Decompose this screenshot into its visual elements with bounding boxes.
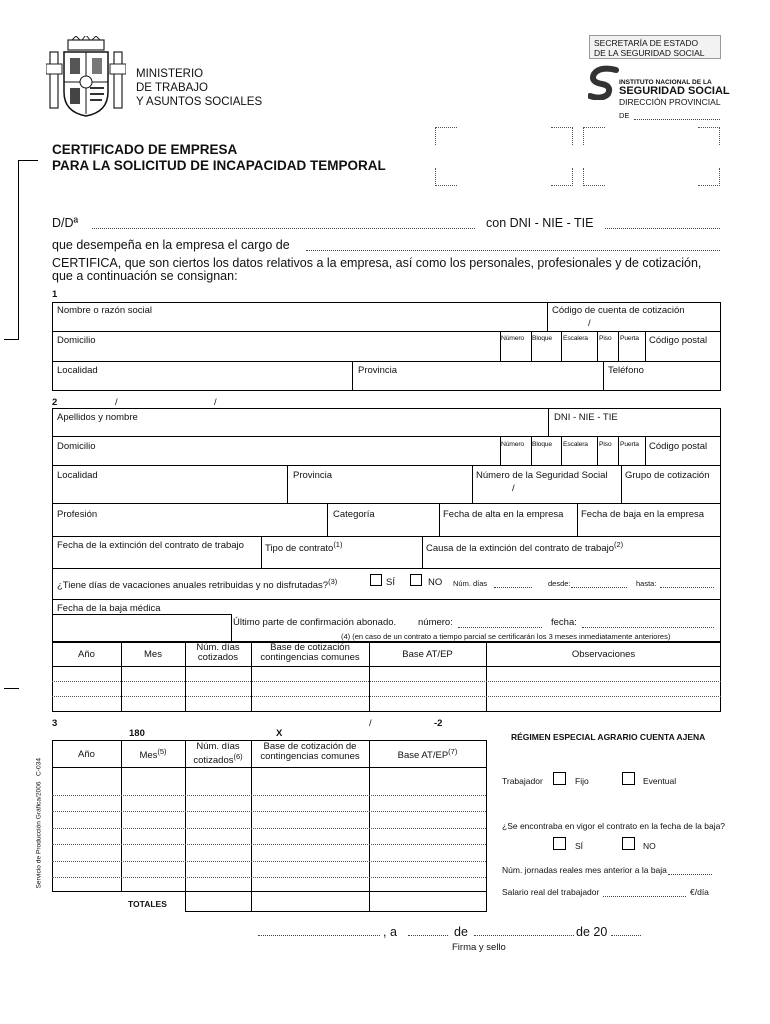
stamp-corner	[698, 127, 720, 145]
section-3-180: 180	[129, 728, 145, 739]
document-title	[52, 142, 386, 174]
section-3-slash: /	[369, 718, 372, 729]
row-divider	[52, 503, 721, 504]
col-divider	[618, 331, 619, 361]
trabajador-dni-field[interactable]: DNI - NIE - TIE	[554, 412, 618, 423]
seguridad-social-logo-icon	[588, 64, 620, 100]
col-divider	[231, 614, 232, 642]
ultimo-parte-label: Último parte de confirmación abonado.	[233, 617, 397, 628]
col-header-ano: Año	[78, 649, 95, 660]
parte-numero-label: número:	[418, 617, 453, 628]
ano-field[interactable]	[611, 935, 641, 936]
eur-dia-label: €/día	[690, 887, 709, 897]
regimen-agrario-title: RÉGIMEN ESPECIAL AGRARIO CUENTA AJENA	[511, 732, 706, 742]
col-header-mes-label: Mes	[139, 750, 158, 762]
footer-de-label: de	[454, 925, 468, 939]
empresa-escalera-field[interactable]: Escalera	[563, 335, 588, 342]
desde-label: desde:	[548, 579, 571, 588]
col-divider	[618, 436, 619, 465]
row-divider	[52, 361, 721, 362]
apellidos-nombre-field[interactable]: Apellidos y nombre	[57, 412, 138, 423]
trabajador-bloque-field[interactable]: Bloque	[532, 441, 552, 448]
direccion-provincial-label: DIRECCIÓN PROVINCIAL	[619, 97, 721, 107]
title-line-2: PARA LA SOLICITUD DE INCAPACIDAD TEMPORAL	[52, 158, 386, 173]
col-divider	[121, 740, 122, 892]
eventual-checkbox[interactable]	[622, 772, 635, 785]
col-divider	[52, 740, 53, 892]
col-header-mes	[121, 747, 185, 761]
stamp-corner	[583, 127, 605, 145]
causa-extincion-label: Causa de la extinción del contrato de trabajo	[426, 543, 615, 555]
profesion-field[interactable]: Profesión	[57, 509, 98, 520]
categoria-field[interactable]: Categoría	[333, 509, 375, 520]
section-3-x: X	[276, 728, 283, 739]
trabajador-provincia-field[interactable]: Provincia	[293, 470, 333, 481]
col-header-base-atep	[369, 747, 486, 761]
fecha-baja-empresa-field[interactable]: Fecha de baja en la empresa	[581, 509, 705, 520]
footnote-4-note: (4) (en caso de un contrato a tiempo parcial se certificarán los 3 meses inmediatamente anteriores)	[341, 632, 671, 641]
footnote-1: (1)	[333, 540, 343, 549]
table-header-divider	[52, 666, 721, 667]
table-row[interactable]	[52, 828, 486, 829]
col-header-base-cotizacion: Base de cotización de contingencias comunes	[260, 741, 360, 762]
section-3-number: 3	[52, 718, 58, 729]
col-header-observaciones: Observaciones	[571, 649, 636, 660]
empresa-puerta-field[interactable]: Puerta	[620, 335, 639, 342]
dd-label: D/Dª	[52, 216, 79, 230]
col-divider	[486, 740, 487, 912]
salario-field[interactable]	[603, 896, 686, 897]
title-line-1: CERTIFICADO DE EMPRESA	[52, 142, 238, 157]
col-divider	[251, 740, 252, 912]
ministry-line-1: MINISTERIO	[136, 68, 204, 80]
ministry-line-2: DE TRABAJO	[136, 82, 208, 94]
firma-sello-label: Firma y sello	[452, 942, 506, 953]
col-divider	[287, 465, 288, 503]
tipo-contrato-field[interactable]	[265, 540, 342, 554]
num-dias-field[interactable]	[494, 587, 532, 588]
col-divider	[352, 361, 353, 391]
col-header-base-atep-label: Base AT/EP	[397, 750, 449, 762]
empresa-piso-field[interactable]: Piso	[599, 335, 612, 342]
certifica-line-2: que a continuación se consignan:	[52, 269, 238, 283]
col-divider	[185, 642, 186, 712]
row-divider	[52, 599, 721, 600]
col-divider	[369, 740, 370, 912]
trabajador-escalera-field[interactable]: Escalera	[563, 441, 588, 448]
table-row[interactable]	[52, 811, 486, 812]
table-row[interactable]	[52, 681, 721, 682]
row-divider	[52, 614, 231, 615]
col-divider	[645, 331, 646, 361]
col-divider	[621, 465, 622, 503]
col-divider	[561, 331, 562, 361]
row-divider	[52, 536, 721, 537]
vigor-si-checkbox[interactable]	[553, 837, 566, 850]
trabajador-puerta-field[interactable]: Puerta	[620, 441, 639, 448]
table-bottom	[52, 891, 486, 892]
mes-field[interactable]	[474, 935, 574, 936]
totales-bottom	[185, 911, 486, 912]
table-row[interactable]	[52, 877, 486, 878]
salario-label: Salario real del trabajador	[502, 887, 600, 897]
footnote-2: (2)	[614, 540, 624, 549]
margin-mark	[18, 160, 19, 340]
section-1-number: 1	[52, 289, 58, 300]
col-divider	[439, 503, 440, 536]
trabajador-localidad-field[interactable]: Localidad	[57, 470, 98, 481]
grupo-cotizacion-field[interactable]: Grupo de cotización	[625, 470, 710, 481]
num-dias-label: Núm. días	[453, 579, 488, 588]
ministry-name	[136, 67, 262, 109]
jornadas-label: Núm. jornadas reales mes anterior a la baja	[502, 865, 667, 875]
col-divider	[645, 436, 646, 465]
fijo-label: Fijo	[575, 776, 589, 786]
side-vertical-service: Servicio de Producción Gráfica/2006	[35, 781, 43, 889]
secretaria-line-2: DE LA SEGURIDAD SOCIAL	[594, 48, 705, 58]
col-divider	[577, 503, 578, 536]
table-row[interactable]	[52, 844, 486, 845]
side-vertical-text-line	[36, 759, 43, 889]
totales-label: TOTALES	[128, 899, 167, 909]
table-header-divider	[52, 767, 486, 768]
vacaciones-si-checkbox[interactable]	[370, 574, 382, 586]
vigor-si-label: SÍ	[575, 841, 584, 851]
margin-mark	[4, 688, 19, 689]
hasta-label: hasta:	[636, 579, 657, 588]
stamp-corner	[435, 168, 457, 186]
hasta-field[interactable]	[660, 587, 714, 588]
col-header-base-cotizacion: Base de cotización contingencias comunes	[260, 642, 360, 663]
empresa-localidad-field[interactable]: Localidad	[57, 365, 98, 376]
provincia-field[interactable]	[634, 119, 720, 120]
stamp-corner	[551, 127, 573, 145]
footnote-7: (7)	[448, 747, 458, 756]
footer-a-label: , a	[383, 925, 397, 939]
tipo-contrato-label: Tipo de contrato	[265, 543, 334, 555]
empresa-domicilio-field[interactable]: Domicilio	[57, 335, 96, 346]
section-2-number: 2	[52, 397, 58, 408]
empresa-telefono-field[interactable]: Teléfono	[608, 365, 644, 376]
crest-logo	[46, 36, 126, 120]
footer-de20-label: de 20	[576, 925, 608, 939]
col-divider	[547, 302, 548, 331]
codigo-cuenta-field[interactable]: Código de cuenta de cotización	[552, 305, 685, 316]
certifica-line-1: CERTIFICA, que son ciertos los datos relativos a la empresa, así como los personales, profesionales y de cotización,	[52, 256, 702, 270]
stamp-corner	[698, 168, 720, 186]
section-3-minus2: -2	[434, 718, 443, 729]
certifica-text	[52, 257, 701, 283]
stamp-corner	[435, 127, 457, 145]
codigo-cuenta-slash: /	[588, 318, 591, 329]
numero-ss-slash: /	[512, 483, 515, 494]
col-header-dias-label: Núm. días cotizados	[193, 741, 240, 767]
empresa-provincia-field[interactable]: Provincia	[358, 365, 398, 376]
col-divider	[327, 503, 328, 536]
trabajador-piso-field[interactable]: Piso	[599, 441, 612, 448]
side-vertical-text	[34, 760, 46, 890]
contrato-vigor-question: ¿Se encontraba en vigor el contrato en la fecha de la baja?	[502, 821, 726, 831]
lugar-field[interactable]	[258, 935, 380, 936]
col-header-dias-cotizados	[186, 742, 250, 766]
col-divider	[597, 331, 598, 361]
vacaciones-si-label: SÍ	[386, 577, 395, 588]
fecha-baja-medica-field[interactable]: Fecha de la baja médica	[57, 603, 161, 614]
col-divider	[603, 361, 604, 391]
trabajador-numero-field[interactable]: Número	[501, 441, 524, 448]
vacaciones-no-checkbox[interactable]	[410, 574, 422, 586]
section-2-slash: /	[214, 397, 217, 408]
trabajador-label: Trabajador	[502, 776, 543, 786]
empresa-bloque-field[interactable]: Bloque	[532, 335, 552, 342]
table-row[interactable]	[52, 861, 486, 862]
col-divider	[261, 536, 262, 568]
dni-field[interactable]	[605, 228, 720, 229]
vigor-no-checkbox[interactable]	[622, 837, 635, 850]
empresa-codigo-postal-field[interactable]: Código postal	[649, 335, 708, 346]
footnote-5: (5)	[157, 747, 167, 756]
vacaciones-no-label: NO	[428, 577, 443, 588]
col-divider	[548, 408, 549, 436]
col-divider	[472, 465, 473, 503]
col-divider	[597, 436, 598, 465]
section-2-slash: /	[115, 397, 118, 408]
parte-fecha-label: fecha:	[551, 617, 577, 628]
secretaria-text	[594, 38, 705, 58]
dia-field[interactable]	[408, 935, 448, 936]
cargo-field[interactable]	[306, 250, 720, 251]
margin-mark	[18, 160, 38, 161]
desde-field[interactable]	[571, 587, 627, 588]
vacaciones-question	[57, 577, 337, 591]
stamp-corner	[551, 168, 573, 186]
margin-mark	[4, 339, 19, 340]
parte-fecha-field[interactable]	[582, 627, 714, 628]
inss-small-label: INSTITUTO NACIONAL DE LA	[619, 79, 712, 86]
table-row[interactable]	[52, 696, 721, 697]
col-header-mes: Mes	[144, 649, 162, 660]
col-header-dias-cotizados: Núm. días cotizados	[196, 642, 240, 663]
eventual-label: Eventual	[643, 776, 677, 786]
inss-big-label: SEGURIDAD SOCIAL	[619, 85, 730, 97]
col-header-base-atep: Base AT/EP	[402, 649, 453, 660]
row-divider	[52, 436, 721, 437]
fecha-alta-field[interactable]: Fecha de alta en la empresa	[443, 509, 564, 520]
fecha-extincion-field[interactable]: Fecha de la extinción del contrato de trabajo	[57, 540, 244, 551]
stamp-corner	[583, 168, 605, 186]
col-divider	[422, 536, 423, 568]
direccion-de-label: DE	[619, 111, 630, 120]
trabajador-domicilio-field[interactable]: Domicilio	[57, 441, 96, 452]
table-row[interactable]	[52, 795, 486, 796]
fijo-checkbox[interactable]	[553, 772, 566, 785]
nombre-razon-social-field[interactable]: Nombre o razón social	[57, 305, 153, 316]
col-header-ano: Año	[78, 749, 95, 760]
causa-extincion-field[interactable]	[426, 540, 623, 554]
row-divider	[52, 331, 721, 332]
secretaria-line-1: SECRETARÍA DE ESTADO	[594, 38, 699, 48]
row-divider	[52, 568, 721, 569]
footnote-3: (3)	[328, 577, 338, 586]
parte-numero-field[interactable]	[458, 627, 542, 628]
side-vertical-code: C-034	[35, 758, 43, 776]
dd-field[interactable]	[92, 228, 475, 229]
empresa-numero-field[interactable]: Número	[501, 335, 524, 342]
ministry-line-3: Y ASUNTOS SOCIALES	[136, 96, 263, 108]
dni-label: con DNI - NIE - TIE	[486, 216, 594, 230]
vigor-no-label: NO	[643, 841, 656, 851]
col-divider	[561, 436, 562, 465]
footnote-6: (6)	[233, 752, 243, 761]
vacaciones-label: ¿Tiene días de vacaciones anuales retribuidas y no disfrutadas?	[57, 580, 329, 592]
trabajador-codigo-postal-field[interactable]: Código postal	[649, 441, 708, 452]
numero-seguridad-social-field[interactable]: Número de la Seguridad Social	[476, 470, 608, 481]
cargo-label: que desempeña en la empresa el cargo de	[52, 238, 290, 252]
jornadas-field[interactable]	[668, 874, 712, 875]
